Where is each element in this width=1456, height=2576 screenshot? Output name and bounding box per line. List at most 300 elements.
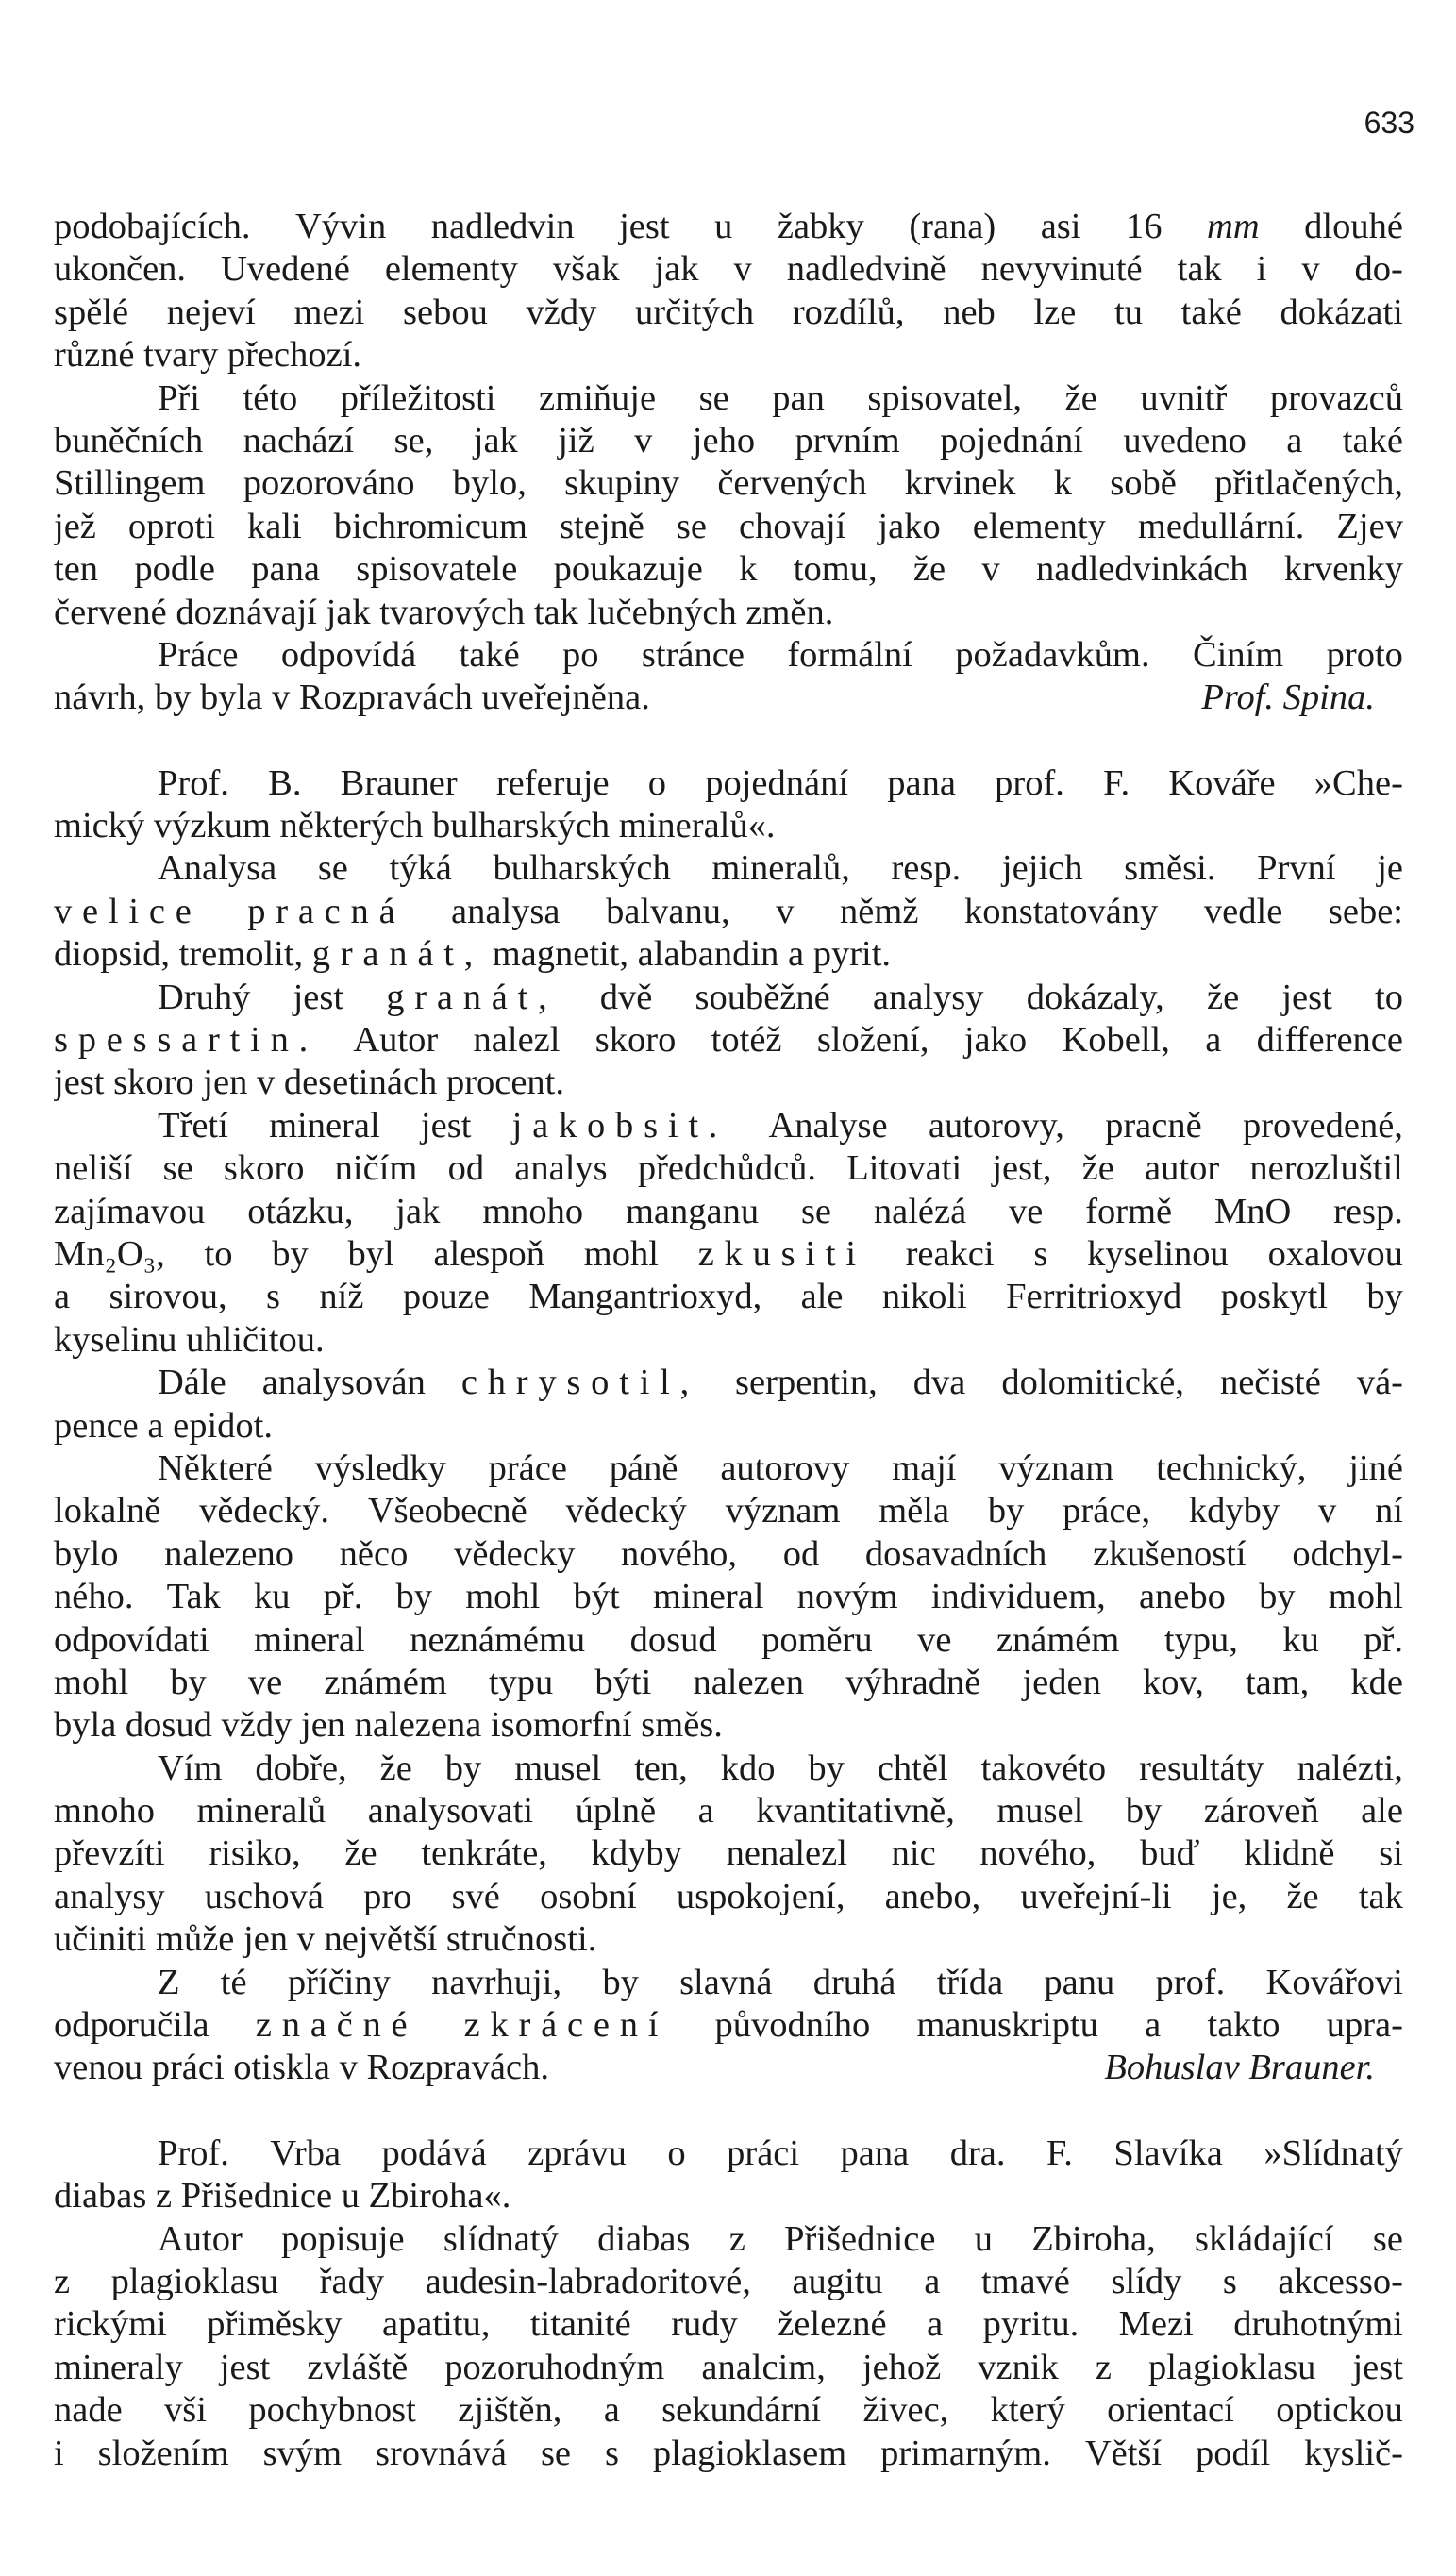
word: kali — [246, 506, 302, 546]
word: po — [562, 634, 599, 675]
word: stránce — [641, 634, 745, 675]
word: reakci — [905, 1233, 995, 1274]
word: mohl — [583, 1233, 659, 1274]
word: jest — [219, 2347, 271, 2387]
word: Dále — [158, 1363, 226, 1403]
word: výsledky — [314, 1447, 446, 1488]
word: podává — [381, 2133, 487, 2173]
text-line — [54, 891, 1403, 933]
word: venou — [54, 2048, 143, 2088]
word: přechozí. — [226, 335, 362, 376]
word: autorovy — [720, 1447, 850, 1488]
word: Zjev — [1336, 506, 1403, 546]
text-line — [54, 1191, 1403, 1233]
text-line — [54, 1490, 1403, 1532]
word: nalezl — [473, 1020, 561, 1061]
word: odpovídá — [280, 634, 417, 675]
word: kdyby — [591, 1833, 682, 1874]
word: u — [714, 207, 733, 246]
word: nejeví — [166, 292, 256, 332]
word: nade — [54, 2390, 123, 2431]
word: Zbiroha«. — [368, 2176, 511, 2216]
word: ale — [800, 1277, 844, 1317]
word: pozorováno — [243, 463, 415, 504]
text-line — [54, 1062, 1403, 1104]
word: proto — [1326, 634, 1403, 675]
word: původního — [714, 2005, 871, 2046]
word: byla — [200, 677, 263, 718]
text-line — [54, 1533, 1403, 1576]
word: stručnosti. — [445, 1919, 597, 1960]
word: ve — [247, 1662, 283, 1702]
word: by — [444, 1748, 482, 1788]
word: a — [54, 1277, 71, 1317]
word: audesin-labradoritové, — [425, 2261, 751, 2301]
word: otiskla — [233, 2048, 330, 2088]
word: Analysa — [158, 848, 277, 889]
text-line — [54, 1019, 1403, 1062]
word: diopsid, — [54, 934, 171, 975]
word: (rana) — [909, 207, 996, 246]
text-line — [54, 1619, 1403, 1662]
text-line — [54, 677, 1403, 719]
word: krvinek — [904, 463, 1016, 504]
word: mineralů«. — [618, 806, 776, 846]
word: elementy — [972, 506, 1106, 546]
word: zmiňuje — [539, 377, 657, 418]
word: resultáty — [1139, 1748, 1264, 1788]
word: Kobell, — [1062, 1020, 1170, 1061]
word: se — [1372, 2218, 1403, 2259]
word: klidně — [1244, 1833, 1335, 1874]
text-line — [54, 805, 1403, 847]
text-line — [54, 1790, 1403, 1832]
word: jak — [473, 420, 518, 460]
word: novým — [796, 1577, 898, 1617]
word: formální — [787, 634, 912, 675]
word: nalézá — [873, 1191, 967, 1231]
word: vznik — [978, 2347, 1059, 2387]
word: tvary — [143, 335, 219, 376]
word: souběžné — [695, 977, 830, 1017]
word: spessartin. — [54, 1020, 319, 1061]
word: Při — [158, 377, 200, 418]
word: zkrácení — [463, 2005, 669, 2046]
word: v — [1317, 1491, 1337, 1531]
word: se — [800, 1191, 832, 1231]
word: analysován — [261, 1363, 426, 1403]
word: 16 — [1126, 207, 1163, 246]
word: té — [220, 1962, 247, 2002]
word: uspokojení, — [676, 1876, 845, 1916]
word: by — [808, 1748, 845, 1788]
word: Mangantrioxyd, — [528, 1277, 762, 1317]
word: Druhý — [158, 977, 251, 1017]
word: dlouhé — [1304, 207, 1403, 246]
text-line — [54, 462, 1403, 505]
word: jehož — [862, 2347, 942, 2387]
word: červené — [54, 592, 167, 632]
text-line — [54, 1405, 1403, 1447]
word: z — [1095, 2347, 1112, 2387]
word: zkusiti — [697, 1233, 866, 1274]
word: směsi. — [1124, 848, 1216, 889]
word: si — [1379, 1833, 1403, 1874]
word: k — [739, 549, 758, 590]
word: kyslič- — [1304, 2433, 1403, 2473]
word: isomorfní — [490, 1705, 632, 1746]
word: dra. — [949, 2133, 1006, 2173]
word: se — [540, 2433, 572, 2473]
word: mineral — [269, 1105, 380, 1146]
text-line — [54, 1147, 1403, 1190]
word: Prof. — [158, 2133, 229, 2173]
word: ale — [1361, 1791, 1403, 1832]
word: mají — [892, 1447, 957, 1488]
word: podle — [134, 549, 215, 590]
word: řady — [319, 2261, 385, 2301]
word: jako — [963, 1020, 1028, 1061]
text-line — [54, 933, 1403, 976]
text-line — [54, 506, 1403, 548]
word: individuem, — [930, 1577, 1106, 1617]
word: tu — [1114, 292, 1143, 332]
word: ten — [54, 549, 99, 590]
word: srovnává — [376, 2433, 507, 2473]
word: různé — [54, 335, 135, 376]
word: pochybnost — [248, 2390, 416, 2431]
word: ní — [1375, 1491, 1403, 1531]
word: upra- — [1326, 2005, 1403, 2046]
word: již — [558, 420, 594, 460]
word: mezi — [293, 292, 365, 332]
word: bulharských — [493, 848, 671, 889]
word: mineral — [254, 1619, 365, 1660]
text-line — [54, 1105, 1403, 1147]
word: orientací — [1107, 2390, 1234, 2431]
word: práci — [151, 2048, 225, 2088]
word: to — [1375, 977, 1403, 1017]
word: s — [1033, 1233, 1048, 1274]
word: býti — [594, 1662, 652, 1702]
word: nalezena — [354, 1705, 482, 1746]
word: plagioklasu — [110, 2261, 279, 2301]
word: lokalně — [54, 1491, 161, 1531]
text-line — [54, 847, 1403, 890]
word: Autor — [353, 1020, 439, 1061]
word: mohl — [54, 1662, 129, 1702]
word: může — [156, 1919, 235, 1960]
word: granát, — [386, 977, 558, 1017]
word: v — [1301, 249, 1320, 290]
word: Mezi — [1118, 2304, 1194, 2345]
text-line — [54, 1918, 1403, 1961]
word: také — [459, 634, 520, 675]
word: by — [395, 1577, 433, 1617]
word: se, — [393, 420, 434, 460]
word: a — [147, 1405, 164, 1446]
word: typu — [488, 1662, 554, 1702]
word: manuskriptu — [916, 2005, 1098, 2046]
word: nalézti, — [1297, 1748, 1403, 1788]
text-line — [54, 248, 1403, 291]
word: u — [341, 2176, 360, 2216]
word: př. — [323, 1577, 363, 1617]
word: Rozpravách. — [366, 2048, 549, 2088]
word: risiko, — [209, 1833, 301, 1874]
word: svým — [262, 2433, 343, 2473]
word: poměru — [761, 1619, 873, 1660]
word: typu, — [1163, 1619, 1238, 1660]
word: že — [1081, 1148, 1114, 1189]
word: pana — [840, 2133, 910, 2173]
word: neliší — [54, 1148, 133, 1189]
word: skoro — [113, 1062, 194, 1103]
word: z — [728, 2218, 745, 2259]
word: druhotnými — [1233, 2304, 1403, 2345]
word: v — [339, 2048, 358, 2088]
word: jest — [1281, 977, 1332, 1017]
word: úplně — [575, 1791, 657, 1832]
word: do- — [1354, 249, 1403, 290]
word: byl — [347, 1233, 394, 1274]
word: procent. — [445, 1062, 565, 1103]
word: mohl — [465, 1577, 541, 1617]
word: Přišednice — [180, 2176, 333, 2216]
word: rozdílů, — [792, 292, 905, 332]
word: že — [344, 1833, 377, 1874]
text-line — [54, 1576, 1403, 1618]
word: jejich — [1001, 848, 1083, 889]
word: Činím — [1192, 634, 1284, 675]
word: a — [1286, 420, 1303, 460]
word: Brauner — [340, 762, 458, 803]
word: třída — [936, 1962, 1004, 2002]
word: odpovídati — [54, 1619, 209, 1660]
word: druhá — [812, 1962, 896, 2002]
word: jest — [293, 977, 344, 1017]
word: »Slídnatý — [1264, 2133, 1403, 2173]
word: však — [552, 249, 620, 290]
text-line — [54, 2433, 1403, 2475]
word: mický — [54, 806, 145, 846]
word: jen — [301, 1705, 346, 1746]
text-line — [54, 634, 1403, 677]
word: plagioklasu — [1147, 2347, 1316, 2387]
word: plagioklasem — [652, 2433, 847, 2473]
word: nalezeno — [164, 1533, 293, 1574]
word: by — [1125, 1791, 1163, 1832]
word: mnoho — [54, 1791, 155, 1832]
word: tak — [533, 592, 578, 632]
word: s — [604, 2433, 619, 2473]
word: analys — [514, 1148, 608, 1189]
word: analcim, — [701, 2347, 826, 2387]
word: od — [782, 1533, 820, 1574]
word: se — [676, 506, 707, 546]
word: pyritu. — [982, 2304, 1079, 2345]
word: Rozpravách — [298, 677, 473, 718]
word: osobní — [540, 1876, 637, 1916]
word: živec, — [862, 2390, 949, 2431]
word: tremolit, — [178, 934, 304, 975]
word: spělé — [54, 292, 129, 332]
word: dobře, — [255, 1748, 347, 1788]
word: tenkráte, — [421, 1833, 547, 1874]
text-line — [54, 292, 1403, 334]
text-line — [54, 762, 1403, 805]
word: být — [573, 1577, 620, 1617]
word: páně — [609, 1447, 678, 1488]
word: uveřejní-li — [1020, 1876, 1172, 1916]
word: První — [1257, 848, 1336, 889]
word: autorovy, — [928, 1105, 1064, 1146]
word: chovají — [739, 506, 846, 546]
word: pozoruhodným — [444, 2347, 665, 2387]
word: navrhuji, — [431, 1962, 562, 2002]
word: požadavkům. — [955, 634, 1150, 675]
word: s — [266, 1277, 281, 1317]
word: měla — [879, 1491, 950, 1531]
word: Mn₂O₃, — [54, 1233, 165, 1274]
word: Analyse — [768, 1105, 888, 1146]
word: který — [990, 2390, 1065, 2431]
word: a — [924, 2261, 941, 2301]
text-line — [54, 1876, 1403, 1918]
word: sebe: — [1328, 891, 1403, 931]
word: neznámému — [410, 1619, 586, 1660]
text-line — [54, 977, 1403, 1019]
word: chrysotil, — [460, 1363, 700, 1403]
word: známém — [324, 1662, 447, 1702]
word: že — [379, 1748, 412, 1788]
word: sobě — [1110, 463, 1177, 504]
word: takovéto — [980, 1748, 1107, 1788]
word: vedle — [1203, 891, 1283, 931]
word: epidot. — [173, 1405, 273, 1446]
word: by — [272, 1233, 309, 1274]
text-line — [54, 2047, 1403, 2089]
word: rickými — [54, 2304, 167, 2345]
word: zvláště — [307, 2347, 409, 2387]
word: elementy — [384, 249, 518, 290]
signature: Prof. Spina. — [1201, 677, 1375, 718]
word: to — [204, 1233, 233, 1274]
word: konstatovány — [964, 891, 1159, 931]
word: ve — [1009, 1191, 1044, 1231]
word: analysa — [451, 891, 561, 931]
word: ukončen. — [54, 249, 187, 290]
word: augitu — [792, 2261, 883, 2301]
word: kdyby — [1188, 1491, 1280, 1531]
word: takto — [1207, 2005, 1280, 2046]
word: se — [162, 1148, 193, 1189]
word: ve — [917, 1619, 952, 1660]
word: krvenky — [1283, 549, 1403, 590]
text-line — [54, 1447, 1403, 1490]
word: slídnatý — [443, 2218, 559, 2259]
word: nadledvinkách — [1036, 549, 1248, 590]
word: anebo — [1138, 1577, 1226, 1617]
word: kvantitativně, — [756, 1791, 955, 1832]
word: granát, — [311, 934, 484, 975]
word: pana — [887, 762, 956, 803]
page-number: 633 — [1364, 106, 1414, 140]
word: dosud — [629, 1619, 717, 1660]
word: resp. — [1333, 1191, 1403, 1231]
word: skoro — [594, 1020, 677, 1061]
word: v — [981, 549, 1000, 590]
word: skoro — [223, 1148, 305, 1189]
word: tomu, — [793, 549, 878, 590]
word: sebou — [403, 292, 488, 332]
word: z — [155, 2176, 173, 2216]
word: práci — [727, 2133, 800, 2173]
word: přiměsky — [207, 2304, 343, 2345]
word: a — [1205, 1020, 1222, 1061]
word: uvnitř — [1140, 377, 1228, 418]
word: panu — [1044, 1962, 1115, 2002]
word: nalezen — [693, 1662, 804, 1702]
word: ku — [253, 1577, 291, 1617]
word: Litovati — [846, 1148, 962, 1189]
word: Kovářovi — [1265, 1962, 1403, 2002]
word: př. — [1364, 1619, 1403, 1660]
text-line — [54, 2303, 1403, 2346]
word: dosud — [125, 1705, 212, 1746]
signature: Bohuslav Brauner. — [1104, 2048, 1375, 2088]
word: poskytl — [1220, 1277, 1329, 1317]
text-line — [54, 2175, 1403, 2217]
text-line — [54, 206, 1403, 248]
word: by — [987, 1491, 1025, 1531]
text-line — [54, 1662, 1403, 1704]
word: některých — [279, 806, 424, 846]
word: že — [912, 549, 946, 590]
word: nečisté — [1219, 1363, 1321, 1403]
word: spisovatel, — [867, 377, 1023, 418]
word: jak — [654, 249, 699, 290]
word: velice — [54, 891, 202, 931]
word: provazců — [1269, 377, 1403, 418]
word: titanité — [529, 2304, 631, 2345]
text-line — [54, 2133, 1403, 2175]
word: mnoho — [482, 1191, 584, 1231]
word: vědecky — [454, 1533, 576, 1574]
word: mohl — [1328, 1577, 1403, 1617]
word: zprávu — [527, 2133, 627, 2173]
word: v — [271, 677, 291, 718]
word: níž — [319, 1277, 364, 1317]
text-line — [54, 1832, 1403, 1875]
word: učiniti — [54, 1919, 147, 1960]
word: ného. — [54, 1577, 134, 1617]
word: pouze — [402, 1277, 490, 1317]
word: a — [1145, 2005, 1162, 2046]
text-line — [54, 2261, 1403, 2303]
word: analysovati — [367, 1791, 534, 1832]
word: sirovou, — [109, 1277, 227, 1317]
word: Všeobecně — [367, 1491, 527, 1531]
word: pan — [772, 377, 825, 418]
word: a — [927, 2304, 944, 2345]
word: Přišednice — [784, 2218, 936, 2259]
word: své — [451, 1876, 500, 1916]
word: jako — [878, 506, 941, 546]
word: z — [54, 2261, 71, 2301]
word: autor — [1145, 1148, 1220, 1189]
word: jest — [54, 1062, 105, 1103]
